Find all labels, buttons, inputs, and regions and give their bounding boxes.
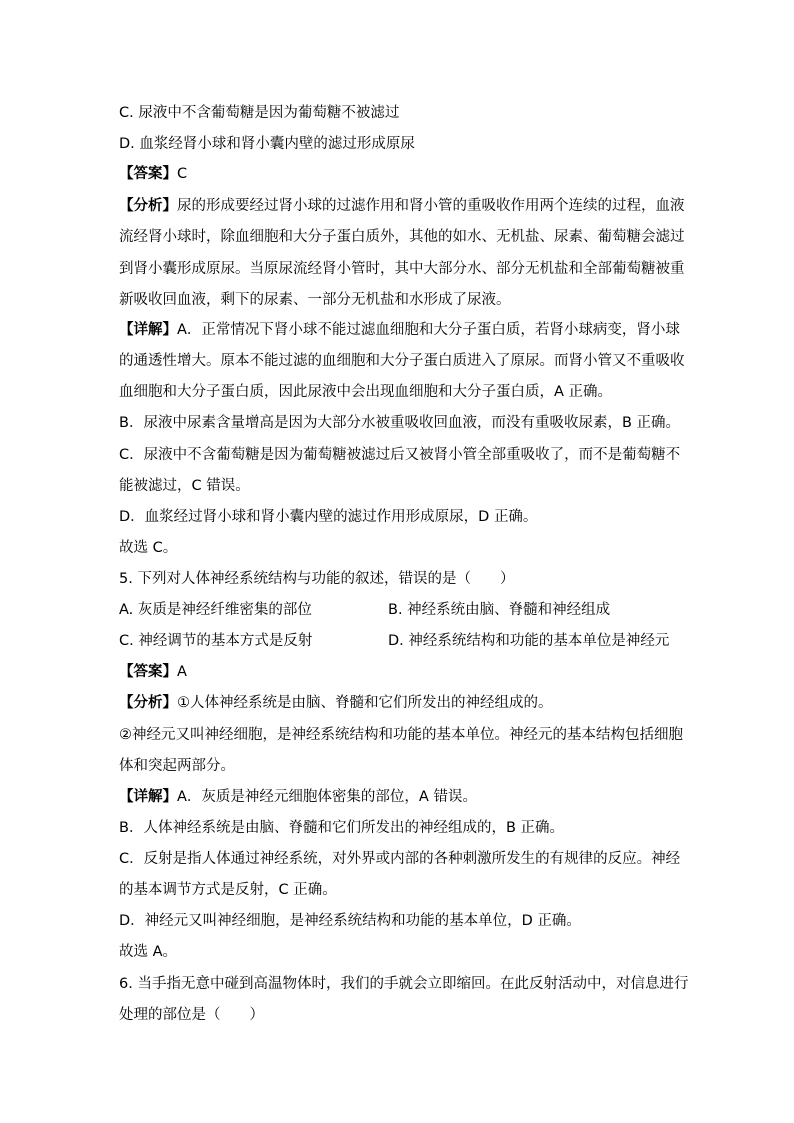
choice-line: 故选 C。: [119, 540, 178, 556]
analysis-tag: 【分析】: [119, 695, 177, 711]
paragraph-line: 的基本调节方式是反射，C 正确。: [119, 882, 337, 898]
option-c-text: C. 尿液中不含葡萄糖是因为葡萄糖不被滤过: [119, 105, 400, 121]
paragraph-line: 到肾小囊形成原尿。当原尿流经肾小管时，其中大部分水、部分无机盐和全部葡萄糖被重: [119, 261, 685, 277]
choice-line: 故选 A。: [119, 944, 178, 960]
paragraph-line: 体和突起两部分。: [119, 758, 235, 774]
paragraph-line: 流经肾小球时，除血细胞和大分子蛋白质外，其他的如水、无机盐、尿素、葡萄糖会滤过: [119, 229, 685, 245]
answer-line: [119, 662, 679, 682]
analysis-line: [119, 693, 679, 713]
paragraph-line: B．尿液中尿素含量增高是因为大部分水被重吸收回血液，而没有重吸收尿素，B 正确。: [119, 415, 681, 431]
analysis-text: 尿的形成要经过肾小球的过滤作用和肾小管的重吸收作用两个连续的过程，血液: [177, 198, 685, 214]
explanation-line: [119, 320, 679, 340]
option-d-text: D. 血浆经肾小球和肾小囊内壁的滤过形成原尿: [119, 136, 415, 152]
option-d-text: D. 神经系统结构和功能的基本单位是神经元: [388, 633, 670, 649]
explanation-text: A．正常情况下肾小球不能过滤血细胞和大分子蛋白质，若肾小球病变，肾小球: [177, 322, 680, 338]
option-c-text: C. 神经调节的基本方式是反射: [119, 633, 313, 649]
paragraph-line: 血细胞和大分子蛋白质，因此尿液中会出现血细胞和大分子蛋白质，A 正确。: [119, 384, 613, 400]
paragraph-line: D．神经元又叫神经细胞，是神经系统结构和功能的基本单位，D 正确。: [119, 913, 581, 929]
option-a-text: A. 灰质是神经纤维密集的部位: [119, 602, 312, 618]
question-6-text: 6. 当手指无意中碰到高温物体时，我们的手就会立即缩回。在此反射活动中，对信息进行: [119, 976, 689, 992]
explanation-text: A．灰质是神经元细胞体密集的部位，A 错误。: [177, 789, 477, 805]
paragraph-line: B．人体神经系统是由脑、脊髓和它们所发出的神经组成的，B 正确。: [119, 820, 565, 836]
paragraph-line: C．反射是指人体通过神经系统，对外界或内部的各种刺激所发生的有规律的反应。神经: [119, 851, 681, 867]
question-5-text: 5. 下列对人体神经系统结构与功能的叙述，错误的是（ ）: [119, 571, 515, 587]
paragraph-line: 的通透性增大。原本不能过滤的血细胞和大分子蛋白质进入了原尿。而肾小管又不重吸收: [119, 353, 685, 369]
explanation-tag: 【详解】: [119, 322, 177, 338]
analysis-tag: 【分析】: [119, 198, 177, 214]
explanation-tag: 【详解】: [119, 789, 177, 805]
option-b-text: B. 神经系统由脑、脊髓和神经组成: [388, 602, 611, 618]
paragraph-line: ②神经元又叫神经细胞，是神经系统结构和功能的基本单位。神经元的基本结构包括细胞: [119, 727, 683, 743]
answer-line: [119, 164, 679, 184]
paragraph-line: C．尿液中不含葡萄糖是因为葡萄糖被滤过后又被肾小管全部重吸收了，而不是葡萄糖不: [119, 447, 681, 463]
explanation-line: [119, 787, 679, 807]
answer-value: A: [177, 664, 187, 680]
paragraph-line: 能被滤过，C 错误。: [119, 478, 250, 494]
answer-value: C: [177, 166, 188, 182]
answer-tag: 【答案】: [119, 664, 177, 680]
analysis-text: ①人体神经系统是由脑、脊髓和它们所发出的神经组成的。: [177, 695, 553, 711]
question-6-text: 处理的部位是（ ）: [119, 1007, 264, 1023]
paragraph-line: D．血浆经过肾小球和肾小囊内壁的滤过作用形成原尿，D 正确。: [119, 509, 538, 525]
analysis-line: [119, 196, 685, 216]
answer-tag: 【答案】: [119, 166, 177, 182]
paragraph-line: 新吸收回血液，剩下的尿素、一部分无机盐和水形成了尿液。: [119, 292, 511, 308]
